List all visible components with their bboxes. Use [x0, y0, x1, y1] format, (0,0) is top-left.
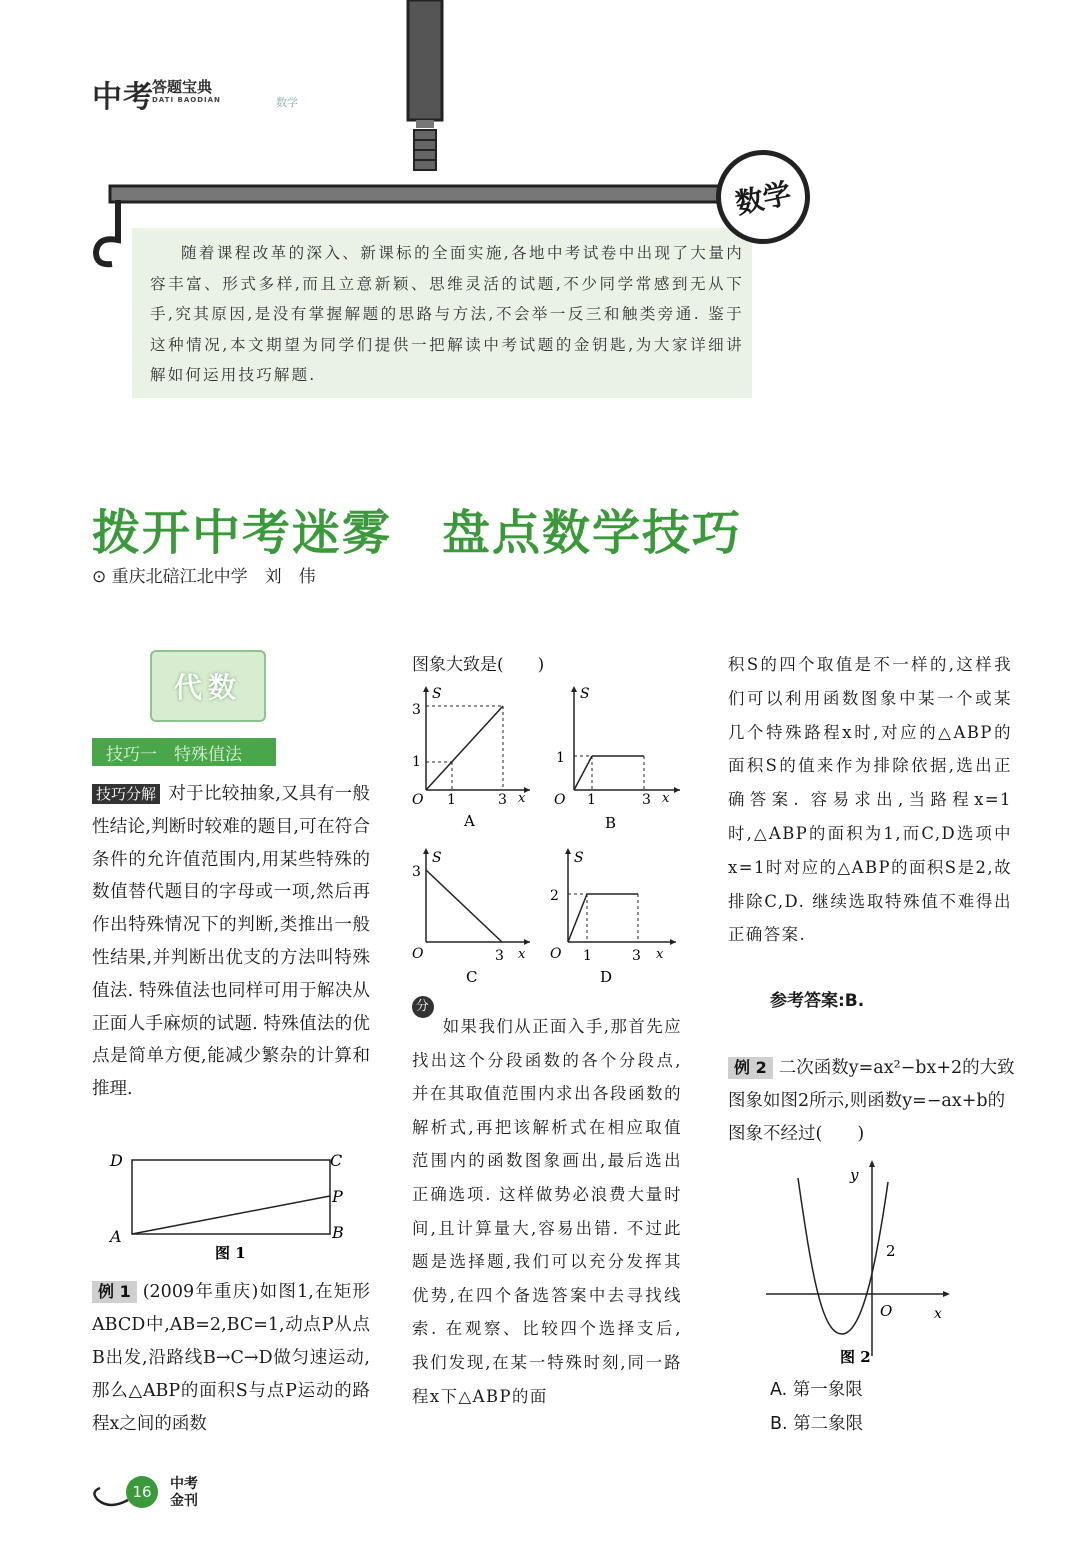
reference-answer: 参考答案:B. — [770, 991, 865, 1011]
figure-1 — [100, 1144, 360, 1270]
footer-brand-1: 中考 — [170, 1476, 198, 1492]
graph-d-x3: 3 — [632, 948, 641, 964]
graph-b-x3: 3 — [642, 792, 651, 808]
magazine-name: 中考 — [92, 80, 154, 115]
graph-b-s: S — [580, 686, 590, 702]
graph-a-label: A — [464, 812, 475, 830]
analysis-tag: 分析 — [412, 996, 434, 1018]
fig2-caption: 图 2 — [840, 1348, 871, 1366]
graph-a-x3: 3 — [498, 792, 507, 808]
graph-c-y3: 3 — [412, 864, 421, 880]
graph-c-x: x — [518, 947, 526, 962]
graph-c — [412, 848, 530, 986]
graph-b-o: O — [554, 792, 566, 808]
graph-d-x: x — [656, 947, 664, 962]
graph-d-y2: 2 — [550, 888, 559, 904]
graph-a-o: O — [412, 792, 424, 808]
graph-a-x1: 1 — [447, 792, 456, 808]
column-name: 答题宝典 — [152, 78, 213, 96]
example-1-continued: 图象大致是( ) — [412, 655, 545, 675]
graph-a-x: x — [518, 791, 526, 806]
graph-b — [554, 686, 680, 832]
fig1-label-c: C — [330, 1151, 343, 1170]
graph-a-y1: 1 — [412, 754, 421, 770]
graph-c-x3: 3 — [495, 948, 504, 964]
graph-c-label: C — [466, 968, 478, 986]
graph-d-s: S — [574, 850, 584, 866]
header-subject: 数学 — [276, 96, 298, 109]
skill-heading: 技巧一 特殊值法 — [92, 738, 276, 766]
graph-b-x1: 1 — [587, 792, 596, 808]
intro-text: 随着课程改革的深入、新课标的全面实施,各地中考试卷中出现了大量内容丰富、形式多样,而且立意新颖、思维灵活的试题,不少同学常感到无从下手,究其原因,是没有掌握解题的思路与方法,不会举一反三和触类旁通. 鉴于这种情况,本文期望为同学们提供一把解读中考试题的金钥匙,为大家详细讲解如何运用技巧解题. — [150, 244, 744, 384]
example-1-text: (2009年重庆)如图1,在矩形ABCD中,AB=2,BC=1,动点P从点B出发,沿路线B→C→D做匀速运动,那么△ABP的面积S与点P运动的路程x之间的函数 — [92, 1282, 370, 1434]
example-2-tag: 例 2 — [728, 1057, 773, 1079]
example-1 — [92, 1276, 370, 1441]
graph-d-label: D — [600, 968, 613, 986]
graph-b-y1: 1 — [556, 750, 565, 766]
footer-brand-2: 金刊 — [170, 1493, 198, 1509]
fig1-label-a: A — [110, 1227, 122, 1246]
option-a: A. 第一象限 — [770, 1380, 863, 1400]
graph-a-s: S — [432, 686, 442, 702]
skill-tag: 技巧分解 — [92, 784, 160, 804]
graph-d-x1: 1 — [583, 948, 592, 964]
analysis-continued: 积S的四个取值是不一样的,这样我们可以利用函数图象中某一个或某几个特殊路程x时,对应的△ABP的面积S的值来作为排除依据,选出正确答案. 容易求出,当路程x=1时,△ABP的面积为1,而C,D选项中x=1时对应的△ABP的面积S是2,故排除C,D. 继续选取特殊值不难得出正确答案. — [728, 655, 1012, 945]
analysis-text: 如果我们从正面入手,那首先应找出这个分段函数的各个分段点,并在其取值范围内求出各段函数的解析式,再把该解析式在相应取值范围内的函数图象画出,最后选出正确选项. 这样做势必浪费大量时间,且计算量大,容易出错. 不过此题是选择题,我们可以充分发挥其优势,在四个备选答案中去寻找线索. 在观察、比较四个选择支后,我们发现,在某一特殊时刻,同一路程x下△ABP的面 — [412, 1017, 683, 1406]
option-b: B. 第二象限 — [770, 1414, 864, 1434]
example-2-text: 二次函数y=ax²−bx+2的大致图象如图2所示,则函数y=−ax+b的图象不经过( ) — [728, 1058, 1015, 1144]
article-title: 拨开中考迷雾 盘点数学技巧 — [92, 505, 743, 561]
graph-a-y3: 3 — [412, 702, 421, 718]
graph-c-s: S — [432, 850, 442, 866]
skill-text: 对于比较抽象,又具有一般性结论,判断时较难的题目,可在符合条件的允许值范围内,用某些特殊的数值替代题目的字母或一项,然后再作出特殊情况下的判断,类推出一般性结果,并判断出优支的方法叫特殊值法. 特殊值法也同样可用于解决从正面人手麻烦的试题. 特殊值法的优点是简单方便,能减少繁杂的计算和推理. — [92, 784, 370, 1100]
fig1-caption: 图 1 — [215, 1244, 246, 1262]
section-scroll: 代数 — [150, 650, 266, 722]
graph-c-o: O — [412, 946, 424, 962]
graph-b-x: x — [662, 791, 670, 806]
skill-explanation — [92, 778, 370, 1106]
fig2-x: x — [934, 1306, 942, 1322]
subject-badge: 数学 — [707, 141, 818, 252]
analysis — [412, 996, 682, 1413]
footer-brand — [170, 1476, 210, 1510]
figure-2 — [760, 1156, 960, 1370]
fig1-label-b: B — [332, 1223, 344, 1242]
fig1-label-p: P — [332, 1187, 343, 1206]
graph-d — [550, 848, 676, 986]
graph-a — [412, 686, 530, 830]
fig2-two: 2 — [886, 1242, 896, 1260]
graph-b-label: B — [605, 814, 617, 832]
example-1-tag: 例 1 — [92, 1281, 137, 1303]
fig1-label-d: D — [110, 1151, 123, 1170]
example-2 — [728, 1052, 1018, 1151]
graph-d-o: O — [550, 946, 562, 962]
article-author: ⊙ 重庆北碚江北中学 刘 伟 — [92, 567, 316, 587]
page-number: 16 — [126, 1476, 158, 1508]
fig2-o: O — [880, 1302, 893, 1320]
column-pinyin: DATI BAODIAN — [152, 96, 221, 104]
fig2-y: y — [850, 1166, 859, 1184]
answer-graphs — [400, 680, 700, 990]
